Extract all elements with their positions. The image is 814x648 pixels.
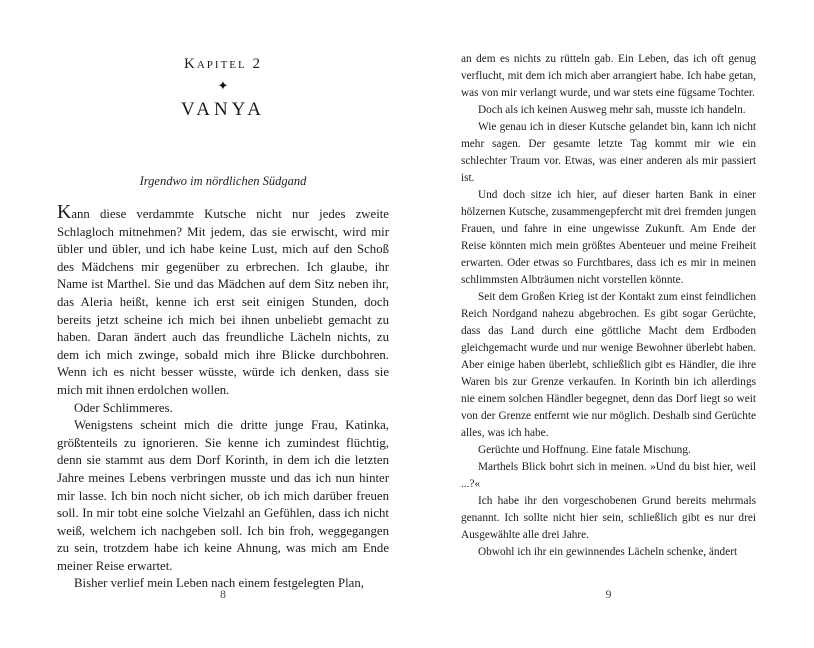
paragraph: Bisher verlief mein Leben nach einem festgelegten Plan, [74,576,364,591]
page-left [57,0,389,648]
page-number-right: 9 [605,587,612,601]
paragraph: Wie genau ich in dieser Kutsche gelandet bin, kann ich nicht mehr sagen. Der gesamte letzte Tag kommt mir wie ein schlechter Traum vor. Etwas, was einer anderen als mir passiert ist. [461,121,756,184]
page-number-left: 8 [220,587,226,601]
body-text-right [461,51,756,561]
initial-capital: K [57,201,72,223]
page-right [461,0,756,648]
chapter-subtitle: Irgendwo im nördlichen Südgand [139,174,307,188]
paragraph: Oder Schlimmeres. [74,400,173,415]
paragraph: Doch als ich keinen Ausweg mehr sah, musste ich handeln. [478,104,746,116]
paragraph: an dem es nichts zu rütteln gab. Ein Leben, das ich oft genug verflucht, mit dem ich mich aber arrangiert habe. Ich habe getan, was von mir verlangt wurde, und war stets eine fügsame Tochter. [461,53,756,99]
paragraph: Seit dem Großen Krieg ist der Kontakt zum einst feindlichen Reich Nordgand nahezu abgebrochen. Es gibt sogar Gerüchte, dass das Land durch eine göttliche Macht dem Erdboden gleichgemacht wurde und nur wenige Bewohner überlebt haben. Aber einige haben überlebt, schließlich gibt es Händler, die ihre Waren bis zur Grenze verkaufen. In Korinth bin ich allerdings nie einem solchen Händler begegnet, denn das Dorf liegt so weit von der Grenze entfernt wie nur möglich. Deshalb sind Gerüchte alles, was ich habe. [461,291,756,439]
paragraph: Wenigstens scheint mich die dritte junge Frau, Katinka, größtenteils zu ignorieren. Sie kenne ich zumindest flüchtig, denn sie stammt aus dem Dorf Korinth, in dem ich die letzten Jahre meines Lebens verbringen musste und das ich nun hinter mir lasse. Ich bin noch nicht sicher, ob ich mich darüber freuen soll. In mir tobt eine solche Vielzahl an Gefühlen, dass ich nicht weiß, welchem ich nachgeben soll. Ich bin froh, weggegangen zu sein, trotzdem habe ich keine Ahnung, was mich am Ende meiner Reise erwartet. [57,418,389,573]
paragraph: Marthels Blick bohrt sich in meinen. »Und du bist hier, weil ...?« [461,461,756,490]
paragraph: Ich habe ihr den vorgeschobenen Grund bereits mehrmals genannt. Ich sollte nicht hier sein, schließlich gibt es nur drei Ausgewählte alle drei Jahre. [461,495,756,541]
paragraph: Obwohl ich ihr ein gewinnendes Lächeln schenke, ändert [478,546,738,558]
body-text-left [57,203,389,593]
paragraph: Und doch sitze ich hier, auf dieser harten Bank in einer hölzernen Kutsche, zusammengepfercht mit drei fremden jungen Frauen, und fahre in eine ungewisse Zukunft. Am Ende der Reise könnten mich mein größtes Abenteuer und meine Freiheit erwarten. Oder etwas so Furchtbares, dass ich es mir in meinen schlimmsten Albträumen nicht vorstellen könnte. [461,189,756,286]
diamond-ornament-icon: ✦ [217,78,229,93]
paragraph: Kann diese verdammte Kutsche nicht nur jedes zweite Schlagloch mitnehmen? Mit jedem, das sie erwischt, wird mir übler und übler, und ich habe keine Lust, mich auf den Schoß des Mädchens mir gegenüber zu erbrechen. Ich glaube, ihr Name ist Marthel. Sie und das Mädchen auf dem Sitz neben ihr, das Aleria heißt, kenne ich erst seit einigen Stunden, doch bereits jetzt scheine ich mich bei ihnen unbeliebt gemacht zu haben. Daran ändert auch das freundliche Lächeln nichts, zu dem ich mich zwinge, sobald mich ihre Blicke durchbohren. Wenn ich es nicht besser wüsste, würde ich denken, dass sie mich mit ihnen erdolchen wollen. [57,201,389,397]
chapter-title: VANYA [180,99,266,120]
paragraph: Gerüchte und Hoffnung. Eine fatale Mischung. [478,444,691,456]
chapter-label: Kapitel 2 [184,56,262,72]
